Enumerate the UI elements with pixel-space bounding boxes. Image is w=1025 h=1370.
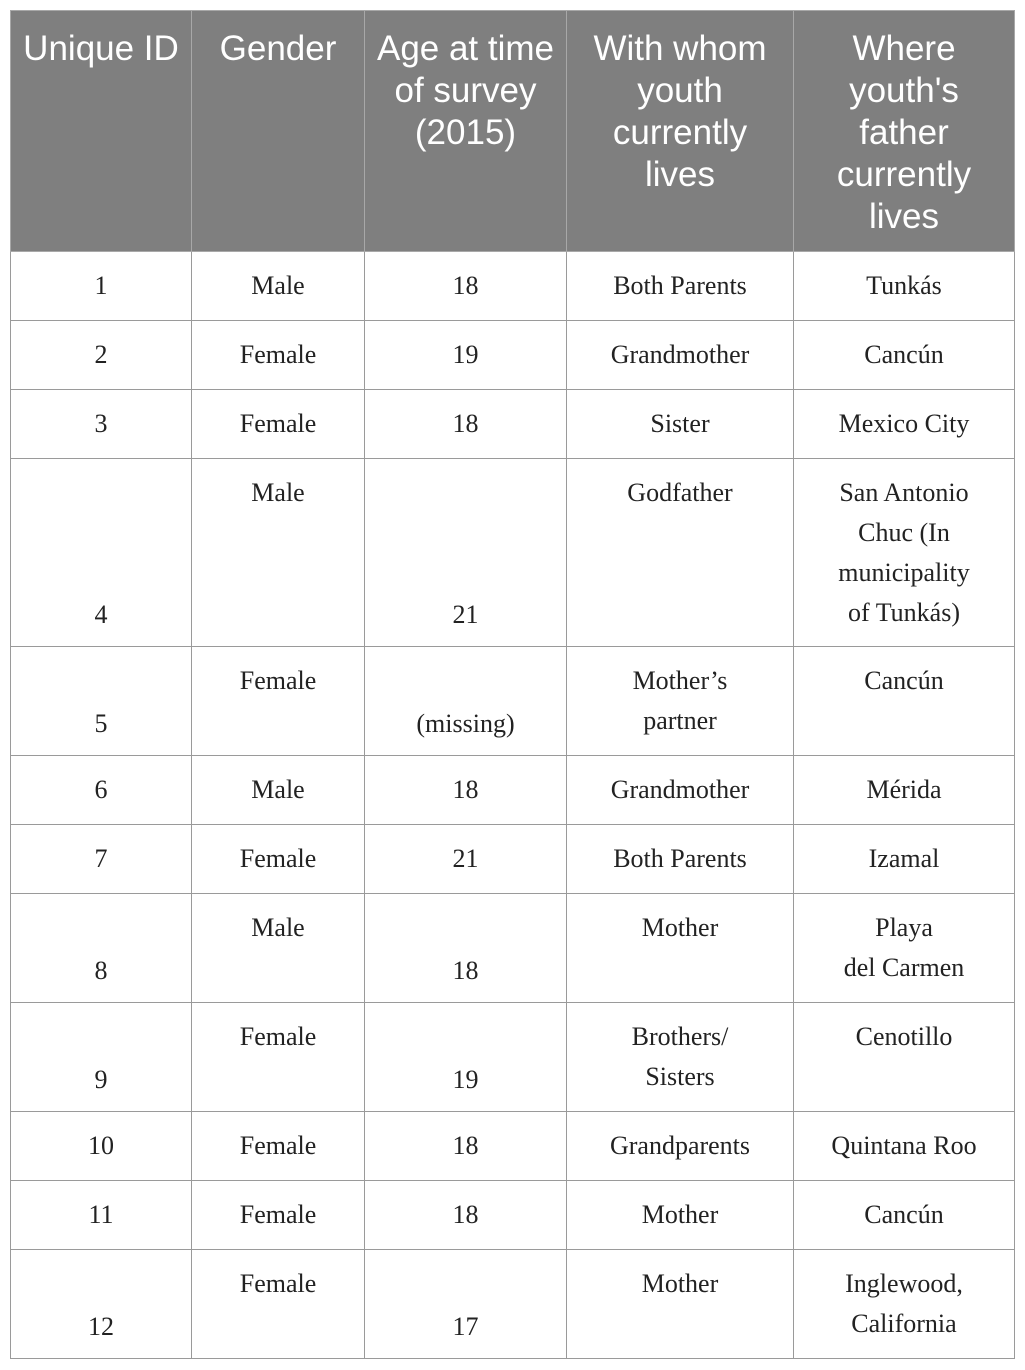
cell-id: 3 <box>11 390 192 459</box>
cell-id: 9 <box>11 1003 192 1112</box>
cell-id: 10 <box>11 1112 192 1181</box>
cell-gender: Female <box>192 1003 365 1112</box>
cell-lives-with: Sister <box>567 390 794 459</box>
cell-age: 17 <box>365 1250 567 1359</box>
cell-age: 18 <box>365 894 567 1003</box>
cell-id: 7 <box>11 825 192 894</box>
table-row <box>11 321 1015 390</box>
header-father-location: Where youth's father currently lives <box>794 11 1015 252</box>
table-row <box>11 894 1015 1003</box>
cell-lives-with: Both Parents <box>567 252 794 321</box>
table-row <box>11 756 1015 825</box>
table-row <box>11 459 1015 647</box>
cell-gender: Female <box>192 390 365 459</box>
table-row <box>11 647 1015 756</box>
cell-lives-with: Mother’s partner <box>567 647 794 756</box>
header-unique-id: Unique ID <box>11 11 192 252</box>
cell-father-location: Mexico City <box>794 390 1015 459</box>
cell-gender: Female <box>192 1181 365 1250</box>
cell-gender: Female <box>192 647 365 756</box>
cell-gender: Male <box>192 756 365 825</box>
cell-id: 4 <box>11 459 192 647</box>
cell-age: 19 <box>365 321 567 390</box>
cell-age: 18 <box>365 390 567 459</box>
cell-lives-with: Both Parents <box>567 825 794 894</box>
cell-father-location: Cancún <box>794 1181 1015 1250</box>
cell-gender: Male <box>192 459 365 647</box>
cell-gender: Female <box>192 1112 365 1181</box>
cell-age: 18 <box>365 1112 567 1181</box>
cell-father-location: Izamal <box>794 825 1015 894</box>
cell-father-location: Quintana Roo <box>794 1112 1015 1181</box>
header-age: Age at time of survey (2015) <box>365 11 567 252</box>
youth-survey-table <box>10 10 1015 1359</box>
cell-gender: Male <box>192 252 365 321</box>
cell-father-location: Cancún <box>794 321 1015 390</box>
cell-lives-with: Grandmother <box>567 321 794 390</box>
cell-lives-with: Godfather <box>567 459 794 647</box>
cell-id: 2 <box>11 321 192 390</box>
table-row <box>11 252 1015 321</box>
cell-age: 18 <box>365 756 567 825</box>
cell-lives-with: Grandparents <box>567 1112 794 1181</box>
header-gender: Gender <box>192 11 365 252</box>
cell-id: 1 <box>11 252 192 321</box>
table-row <box>11 825 1015 894</box>
table-row <box>11 1112 1015 1181</box>
cell-age: 21 <box>365 459 567 647</box>
cell-age: 19 <box>365 1003 567 1112</box>
cell-father-location: Tunkás <box>794 252 1015 321</box>
table-row <box>11 1250 1015 1359</box>
cell-lives-with: Mother <box>567 1250 794 1359</box>
cell-age: 18 <box>365 1181 567 1250</box>
cell-father-location: Mérida <box>794 756 1015 825</box>
table-row <box>11 1003 1015 1112</box>
table-row <box>11 1181 1015 1250</box>
cell-father-location: Inglewood, California <box>794 1250 1015 1359</box>
cell-gender: Female <box>192 1250 365 1359</box>
header-lives-with: With whom youth currently lives <box>567 11 794 252</box>
cell-lives-with: Mother <box>567 894 794 1003</box>
cell-lives-with: Brothers/ Sisters <box>567 1003 794 1112</box>
cell-age: (missing) <box>365 647 567 756</box>
cell-father-location: Playa del Carmen <box>794 894 1015 1003</box>
cell-id: 6 <box>11 756 192 825</box>
cell-father-location: Cenotillo <box>794 1003 1015 1112</box>
cell-id: 12 <box>11 1250 192 1359</box>
cell-age: 21 <box>365 825 567 894</box>
cell-id: 8 <box>11 894 192 1003</box>
cell-father-location: San Antonio Chuc (In municipality of Tunkás) <box>794 459 1015 647</box>
cell-gender: Male <box>192 894 365 1003</box>
cell-lives-with: Grandmother <box>567 756 794 825</box>
cell-id: 5 <box>11 647 192 756</box>
cell-gender: Female <box>192 321 365 390</box>
cell-father-location: Cancún <box>794 647 1015 756</box>
cell-lives-with: Mother <box>567 1181 794 1250</box>
cell-gender: Female <box>192 825 365 894</box>
cell-id: 11 <box>11 1181 192 1250</box>
table-row <box>11 390 1015 459</box>
cell-age: 18 <box>365 252 567 321</box>
header-row <box>11 11 1015 252</box>
